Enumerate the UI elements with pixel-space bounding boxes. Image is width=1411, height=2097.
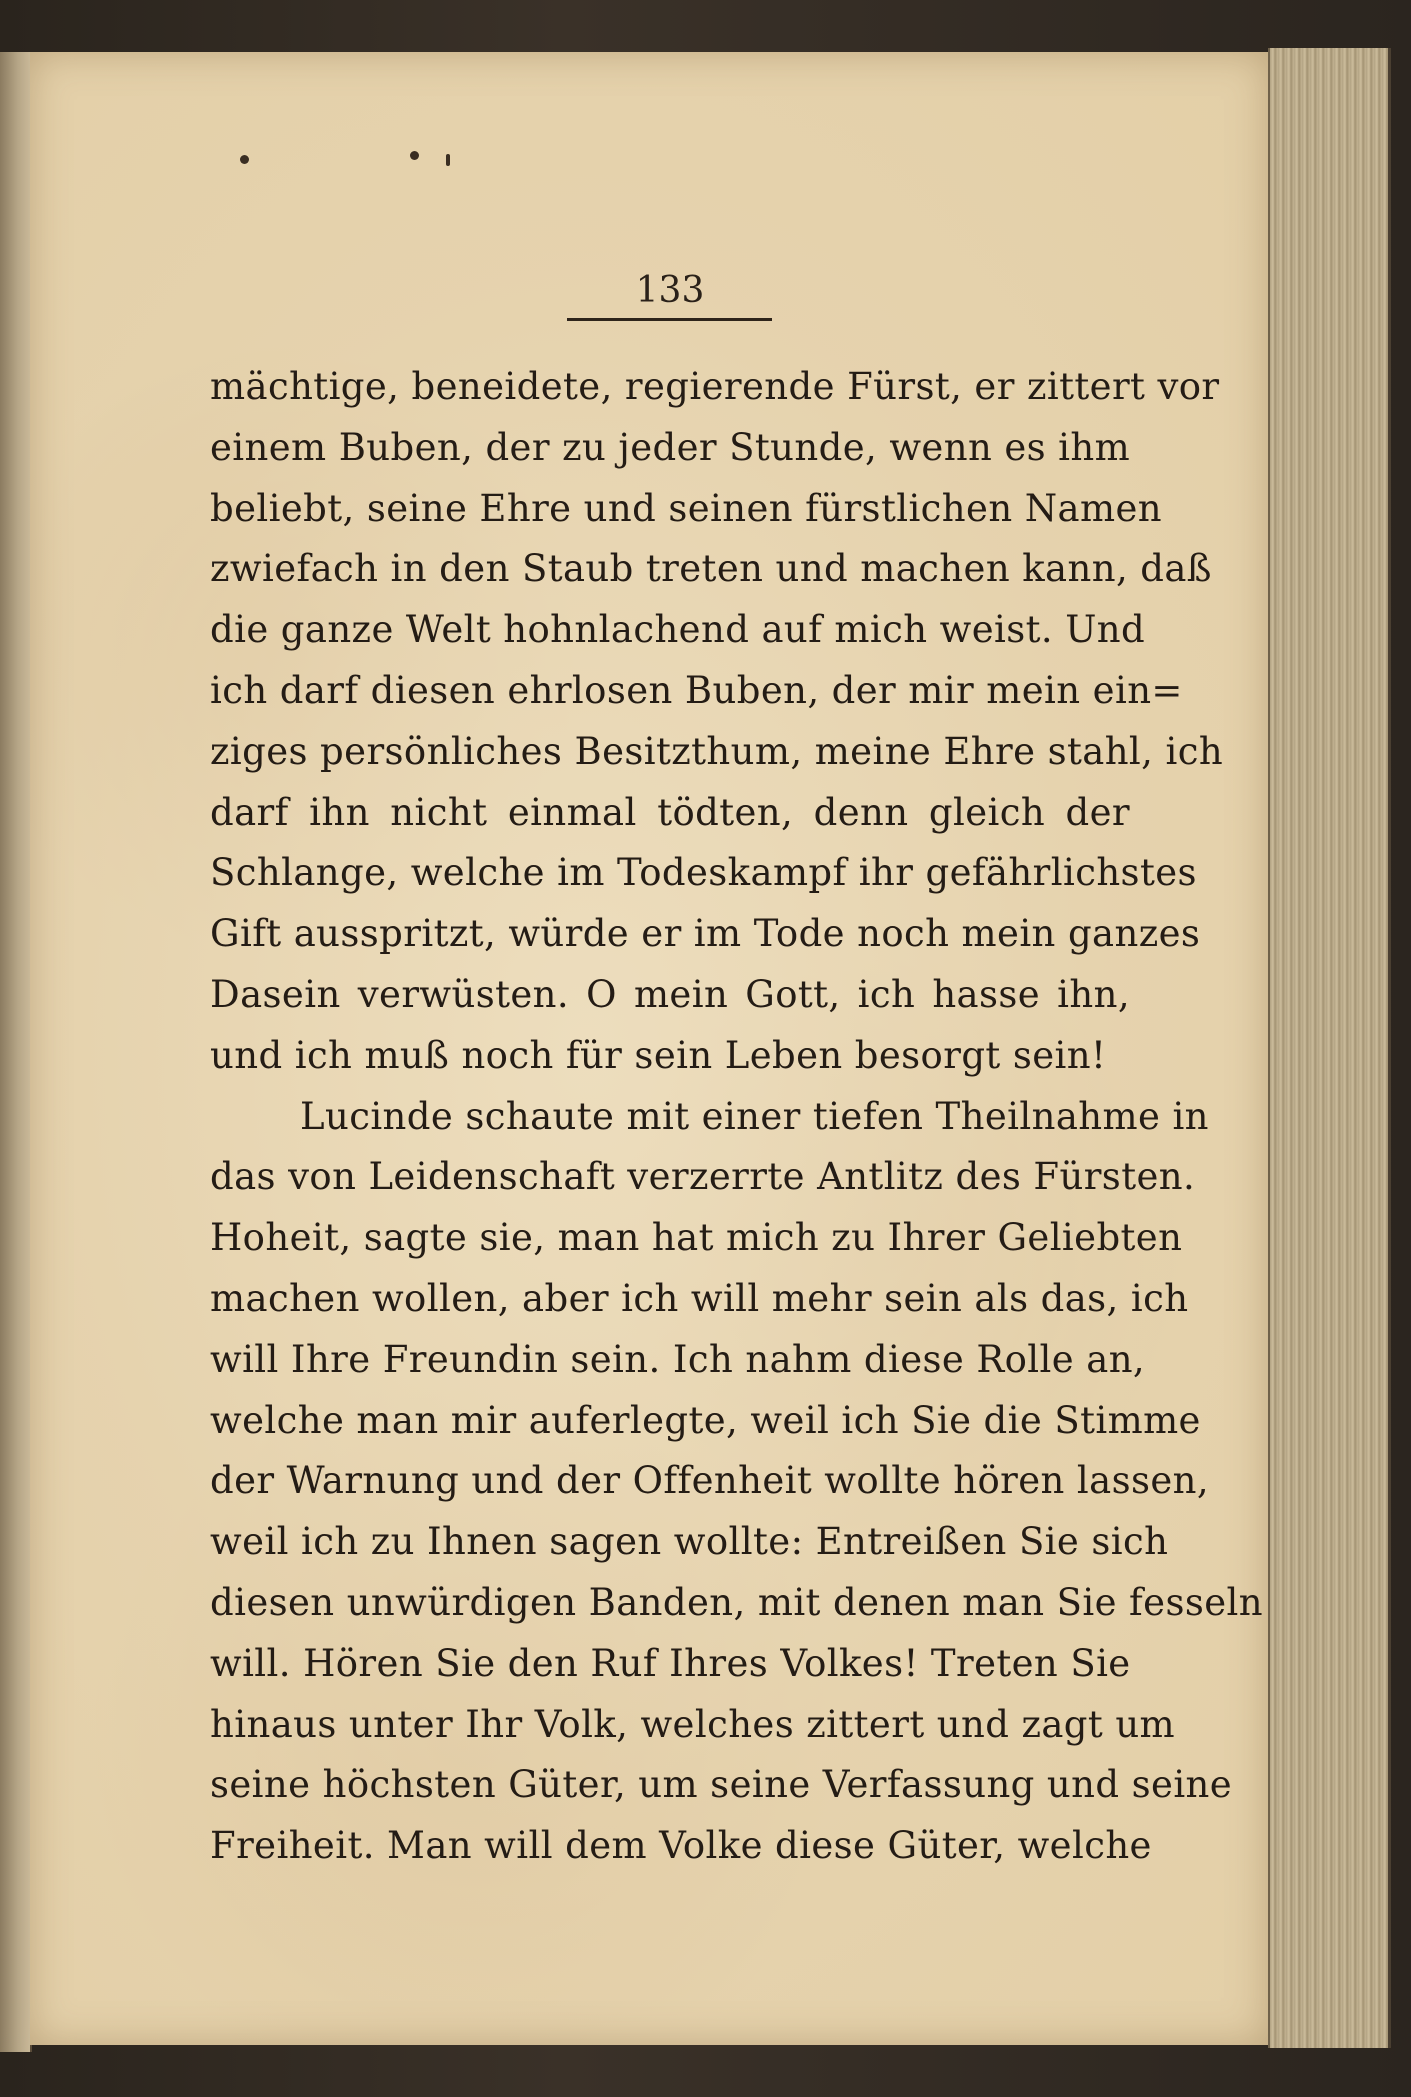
text-line: Dasein verwüsten. O mein Gott, ich hasse ihn, bbox=[210, 972, 1130, 1016]
text-line: beliebt, seine Ehre und seinen fürstlichen Namen bbox=[210, 486, 1162, 530]
text-line: welche man mir auferlegte, weil ich Sie die Stimme bbox=[210, 1398, 1201, 1442]
text-line: Gift ausspritzt, würde er im Tode noch mein ganzes bbox=[210, 912, 1201, 956]
text-line: hinaus unter Ihr Volk, welches zittert und zagt um bbox=[210, 1702, 1176, 1746]
page-stack-edge bbox=[1268, 48, 1391, 2048]
text-line: darf ihn nicht einmal tödten, denn gleich der bbox=[210, 790, 1130, 834]
text-line: Schlange, welche im Todeskampf ihr gefährlichstes bbox=[210, 851, 1197, 895]
text-line: mächtige, beneidete, regierende Fürst, er zittert vor bbox=[210, 365, 1220, 408]
text-line: weil ich zu Ihnen sagen wollte: Entreißen Sie sich bbox=[210, 1520, 1169, 1564]
book-page bbox=[30, 52, 1268, 2045]
text-line: will Ihre Freundin sein. Ich nahm diese Rolle an, bbox=[210, 1337, 1146, 1381]
text-line: die ganze Welt hohnlachend auf mich weist. Und bbox=[210, 608, 1146, 652]
text-line: Lucinde schaute mit einer tiefen Theilnahme in bbox=[300, 1094, 1209, 1138]
page-number: 133 bbox=[635, 270, 705, 311]
text-line: und ich muß noch für sein Leben besorgt sein! bbox=[210, 1033, 1107, 1077]
ink-speck bbox=[240, 155, 249, 164]
ink-speck bbox=[410, 151, 419, 160]
text-line: ziges persönliches Besitzthum, meine Ehre stahl, ich bbox=[210, 729, 1224, 773]
text-line: der Warnung und der Offenheit wollte hören lassen, bbox=[210, 1459, 1210, 1503]
ink-speck bbox=[446, 154, 450, 166]
text-line: ich darf diesen ehrlosen Buben, der mir mein ein= bbox=[210, 668, 1183, 712]
text-line: will. Hören Sie den Ruf Ihres Volkes! Treten Sie bbox=[210, 1641, 1131, 1685]
text-line: machen wollen, aber ich will mehr sein als das, ich bbox=[210, 1276, 1189, 1320]
previous-page-edge bbox=[0, 52, 32, 2052]
text-line: Hoheit, sagte sie, man hat mich zu Ihrer Geliebten bbox=[210, 1216, 1183, 1260]
page-number-rule bbox=[567, 318, 772, 321]
text-line: diesen unwürdigen Banden, mit denen man Sie fesseln bbox=[210, 1580, 1263, 1624]
text-line: seine höchsten Güter, um seine Verfassung und seine bbox=[210, 1763, 1233, 1807]
text-line: zwiefach in den Staub treten und machen kann, daß bbox=[210, 547, 1212, 591]
text-line: das von Leidenschaft verzerrte Antlitz des Fürsten. bbox=[210, 1155, 1196, 1199]
body-text bbox=[210, 357, 1263, 1877]
text-line: Freiheit. Man will dem Volke diese Güter, welche bbox=[210, 1824, 1152, 1868]
text-line: einem Buben, der zu jeder Stunde, wenn es ihm bbox=[210, 425, 1131, 469]
